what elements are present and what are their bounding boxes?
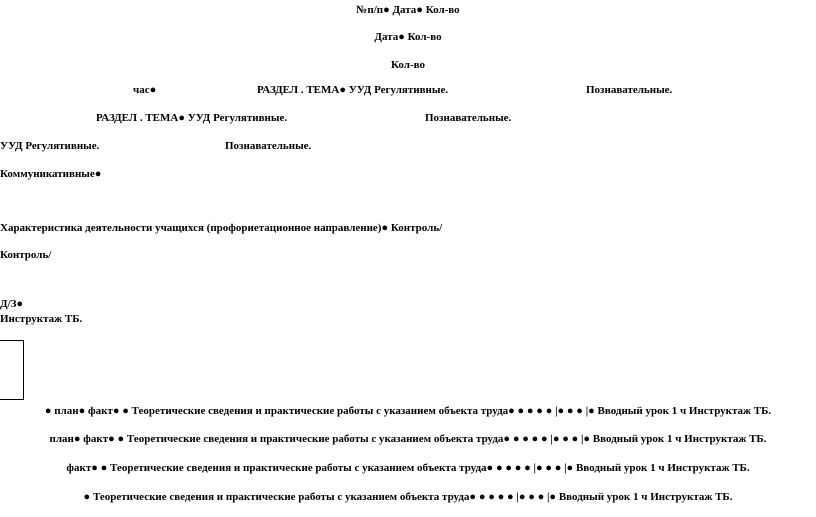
header-line-date-count: Дата● Кол-во [374, 31, 442, 43]
lesson-row-3: факт● ● Теоретические сведения и практические работы с указанием объекта труда● ● ● ● ● |● ● ● |● Вводный урок 1 ч Инструктаж ТБ. [66, 462, 750, 474]
cognitive-label-2: Познавательные. [425, 112, 512, 124]
section-topic-uud-regulative-2: РАЗДЕЛ . ТЕМА● УУД Регулятивные. [96, 112, 288, 124]
cognitive-label: Познавательные. [586, 84, 673, 96]
lesson-row-2: план● факт● ● Теоретические сведения и практические работы с указанием объекта труда● ● ● ● ● |● ● ● |● Вводный урок 1 ч Инструктаж ТБ. [49, 433, 767, 445]
header-line-count: Кол-во [391, 59, 425, 71]
hours-label: час● [133, 84, 157, 96]
section-topic-uud-regulative: РАЗДЕЛ . ТЕМА● УУД Регулятивные. [257, 84, 449, 96]
student-activity-characteristic: Характеристика деятельности учащихся (профориетационное направление)● Контроль/ [0, 222, 443, 234]
lesson-row-4: ● Теоретические сведения и практические работы с указанием объекта труда● ● ● ● ● |● ● ● |● Вводный урок 1 ч Инструктаж ТБ. [83, 491, 733, 503]
uud-regulative-label: УУД Регулятивные. [0, 140, 100, 152]
lesson-row-1: ● план● факт● ● Теоретические сведения и практические работы с указанием объекта труда● ● ● ● ● |● ● ● |● Вводный урок 1 ч Инструктаж ТБ. [44, 405, 772, 417]
header-line-number-date-count: №п/п● Дата● Кол-во [356, 4, 460, 16]
communicative-label: Коммуникативные● [0, 168, 102, 180]
cognitive-label-3: Познавательные. [225, 140, 312, 152]
control-label: Контроль/ [0, 249, 52, 261]
homework-label: Д/З● [0, 298, 24, 310]
safety-instruction-label: Инструктаж ТБ. [0, 313, 83, 325]
empty-table-cell [0, 340, 24, 400]
